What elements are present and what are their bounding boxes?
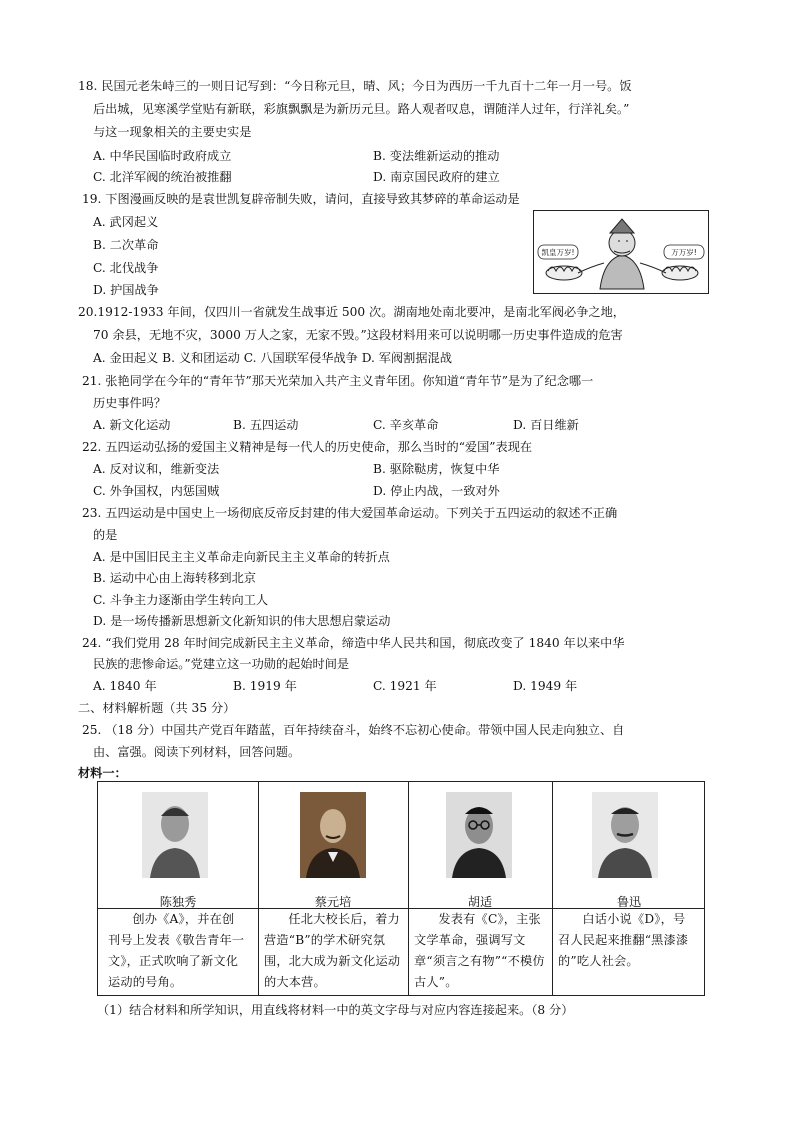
- q19-option-d: D. 护国战争: [93, 283, 159, 297]
- q25-sub-question-1: （1）结合材料和所学知识，用直线将材料一中的英文字母与对应内容连接起来。（8 分）: [97, 1003, 574, 1017]
- table-divider: [552, 782, 553, 995]
- q21-option-c: C. 辛亥革命: [373, 418, 439, 432]
- person-name-cai-yuanpei: 蔡元培: [314, 895, 352, 909]
- q18-stem-line2: 后出城，见寒溪学堂贴有新联，彩旗飘飘是为新历元旦。路人观者叹息，谓随洋人过年，行洋礼矣。”: [93, 102, 630, 116]
- table-divider: [408, 782, 409, 995]
- q24-option-c: C. 1921 年: [373, 679, 437, 693]
- q23-option-c: C. 斗争主力逐渐由学生转向工人: [93, 593, 269, 607]
- person-desc-lu-xun: 白话小说《D》，号召人民起来推翻“黑漆漆的”吃人社会。: [558, 912, 689, 968]
- person-name-chen-duxiu: 陈独秀: [159, 895, 197, 909]
- q18-option-c: C. 北洋军阀的统治被推翻: [93, 170, 232, 184]
- portrait-hu-shi: [446, 792, 512, 878]
- q23-option-a: A. 是中国旧民主主义革命走向新民主主义革命的转折点: [93, 550, 390, 564]
- q22-option-c: C. 外争国权，内惩国贼: [93, 484, 220, 498]
- q18-stem-line1: 18. 民国元老朱峙三的一则日记写到：“今日称元旦，晴、风；今日为西历一千九百十二年一月一号。饭: [78, 79, 632, 93]
- q25-stem-line1: 25. （18 分）中国共产党百年踏蓝，百年持续奋斗，始终不忘初心使命。带领中国人民走向独立、自: [82, 723, 625, 737]
- portrait-lu-xun: [592, 792, 658, 878]
- q23-option-b: B. 运动中心由上海转移到北京: [93, 571, 256, 585]
- cartoon-bubble-left: 凯皇万岁!: [541, 248, 575, 257]
- q23-option-d: D. 是一场传播新思想新文化新知识的伟大思想启蒙运动: [93, 614, 391, 628]
- q23-stem-line1: 23. 五四运动是中国史上一场彻底反帝反封建的伟大爱国革命运动。下列关于五四运动的叙述不正确: [82, 506, 618, 520]
- person-desc-cai-yuanpei: 任北大校长后，着力营造“B”的学术研究氛围，北大成为新文化运动的大本营。: [264, 912, 401, 989]
- q20-stem-line1: 20.1912-1933 年间，仅四川一省就发生战事近 500 次。湖南地处南北要冲，是南北军阀必争之地，: [78, 305, 625, 319]
- q19-option-b: B. 二次革命: [93, 238, 159, 252]
- person-name-hu-shi: 胡适: [467, 895, 493, 909]
- q21-option-a: A. 新文化运动: [93, 418, 171, 432]
- q19-option-c: C. 北伐战争: [93, 261, 159, 275]
- q21-option-d: D. 百日维新: [513, 418, 579, 432]
- yuan-shikai-cartoon: [533, 210, 709, 294]
- q25-stem-line2: 由、富强。阅读下列材料，回答问题。: [93, 745, 301, 759]
- person-desc-hu-shi: 发表有《C》，主张文学革命，强调写文章“须言之有物”“不模仿古人”。: [414, 912, 545, 989]
- person-desc-chen-duxiu: 创办《A》，并在创刊号上发表《敬告青年一文》，正式吹响了新文化运动的号角。: [108, 912, 245, 989]
- q23-stem-line2: 的是: [93, 528, 118, 542]
- portrait-cai-yuanpei: [300, 792, 366, 878]
- cartoon-drawing: [534, 211, 710, 295]
- cartoon-bubble-right: 万万岁!: [671, 248, 697, 257]
- q22-stem-line1: 22. 五四运动弘扬的爱国主义精神是每一代人的历史使命，那么当时的“爱国”表现在: [82, 440, 533, 454]
- table-divider: [258, 782, 259, 995]
- q18-stem-line3: 与这一现象相关的主要史实是: [93, 125, 252, 139]
- q24-option-d: D. 1949 年: [513, 679, 578, 693]
- q21-option-b: B. 五四运动: [233, 418, 299, 432]
- portrait-chen-duxiu: [142, 792, 208, 878]
- q18-option-a: A. 中华民国临时政府成立: [93, 149, 232, 163]
- q18-option-b: B. 变法维新运动的推动: [373, 149, 500, 163]
- section2-title: 二、材料解析题（共 35 分）: [78, 701, 236, 715]
- q21-stem-line1: 21. 张艳同学在今年的“青年节”那天光荣加入共产主义青年团。你知道“青年节”是为了纪念哪一: [82, 374, 594, 388]
- q22-option-a: A. 反对议和，维新变法: [93, 462, 220, 476]
- q24-option-b: B. 1919 年: [233, 679, 297, 693]
- q18-option-d: D. 南京国民政府的建立: [373, 170, 500, 184]
- q19-option-a: A. 武冈起义: [93, 215, 159, 229]
- material-one-table: [97, 781, 705, 996]
- material-one-label: 材料一：: [78, 766, 127, 780]
- q21-stem-line2: 历史事件吗？: [93, 396, 167, 410]
- q24-stem-line2: 民族的悲惨命运。”党建立这一功勋的起始时间是: [93, 657, 350, 671]
- q20-stem-line2: 70 余县，无地不灾，3000 万人之家，无家不毁。”这段材料用来可以说明哪一历史事件造成的危害: [93, 328, 623, 342]
- person-name-lu-xun: 鲁迅: [616, 895, 642, 909]
- q20-options: A. 金田起义 B. 义和团运动 C. 八国联军侵华战争 D. 军阀割据混战: [93, 351, 452, 365]
- q24-stem-line1: 24. “我们党用 28 年时间完成新民主主义革命，缔造中华人民共和国，彻底改变了 1840 年以来中华: [82, 636, 625, 650]
- q22-option-d: D. 停止内战，一致对外: [373, 484, 500, 498]
- q19-stem-line1: 19. 下图漫画反映的是袁世凯复辟帝制失败，请问，直接导致其梦碎的革命运动是: [82, 192, 520, 206]
- q22-option-b: B. 驱除鞑虏，恢复中华: [373, 462, 500, 476]
- q24-option-a: A. 1840 年: [93, 679, 157, 693]
